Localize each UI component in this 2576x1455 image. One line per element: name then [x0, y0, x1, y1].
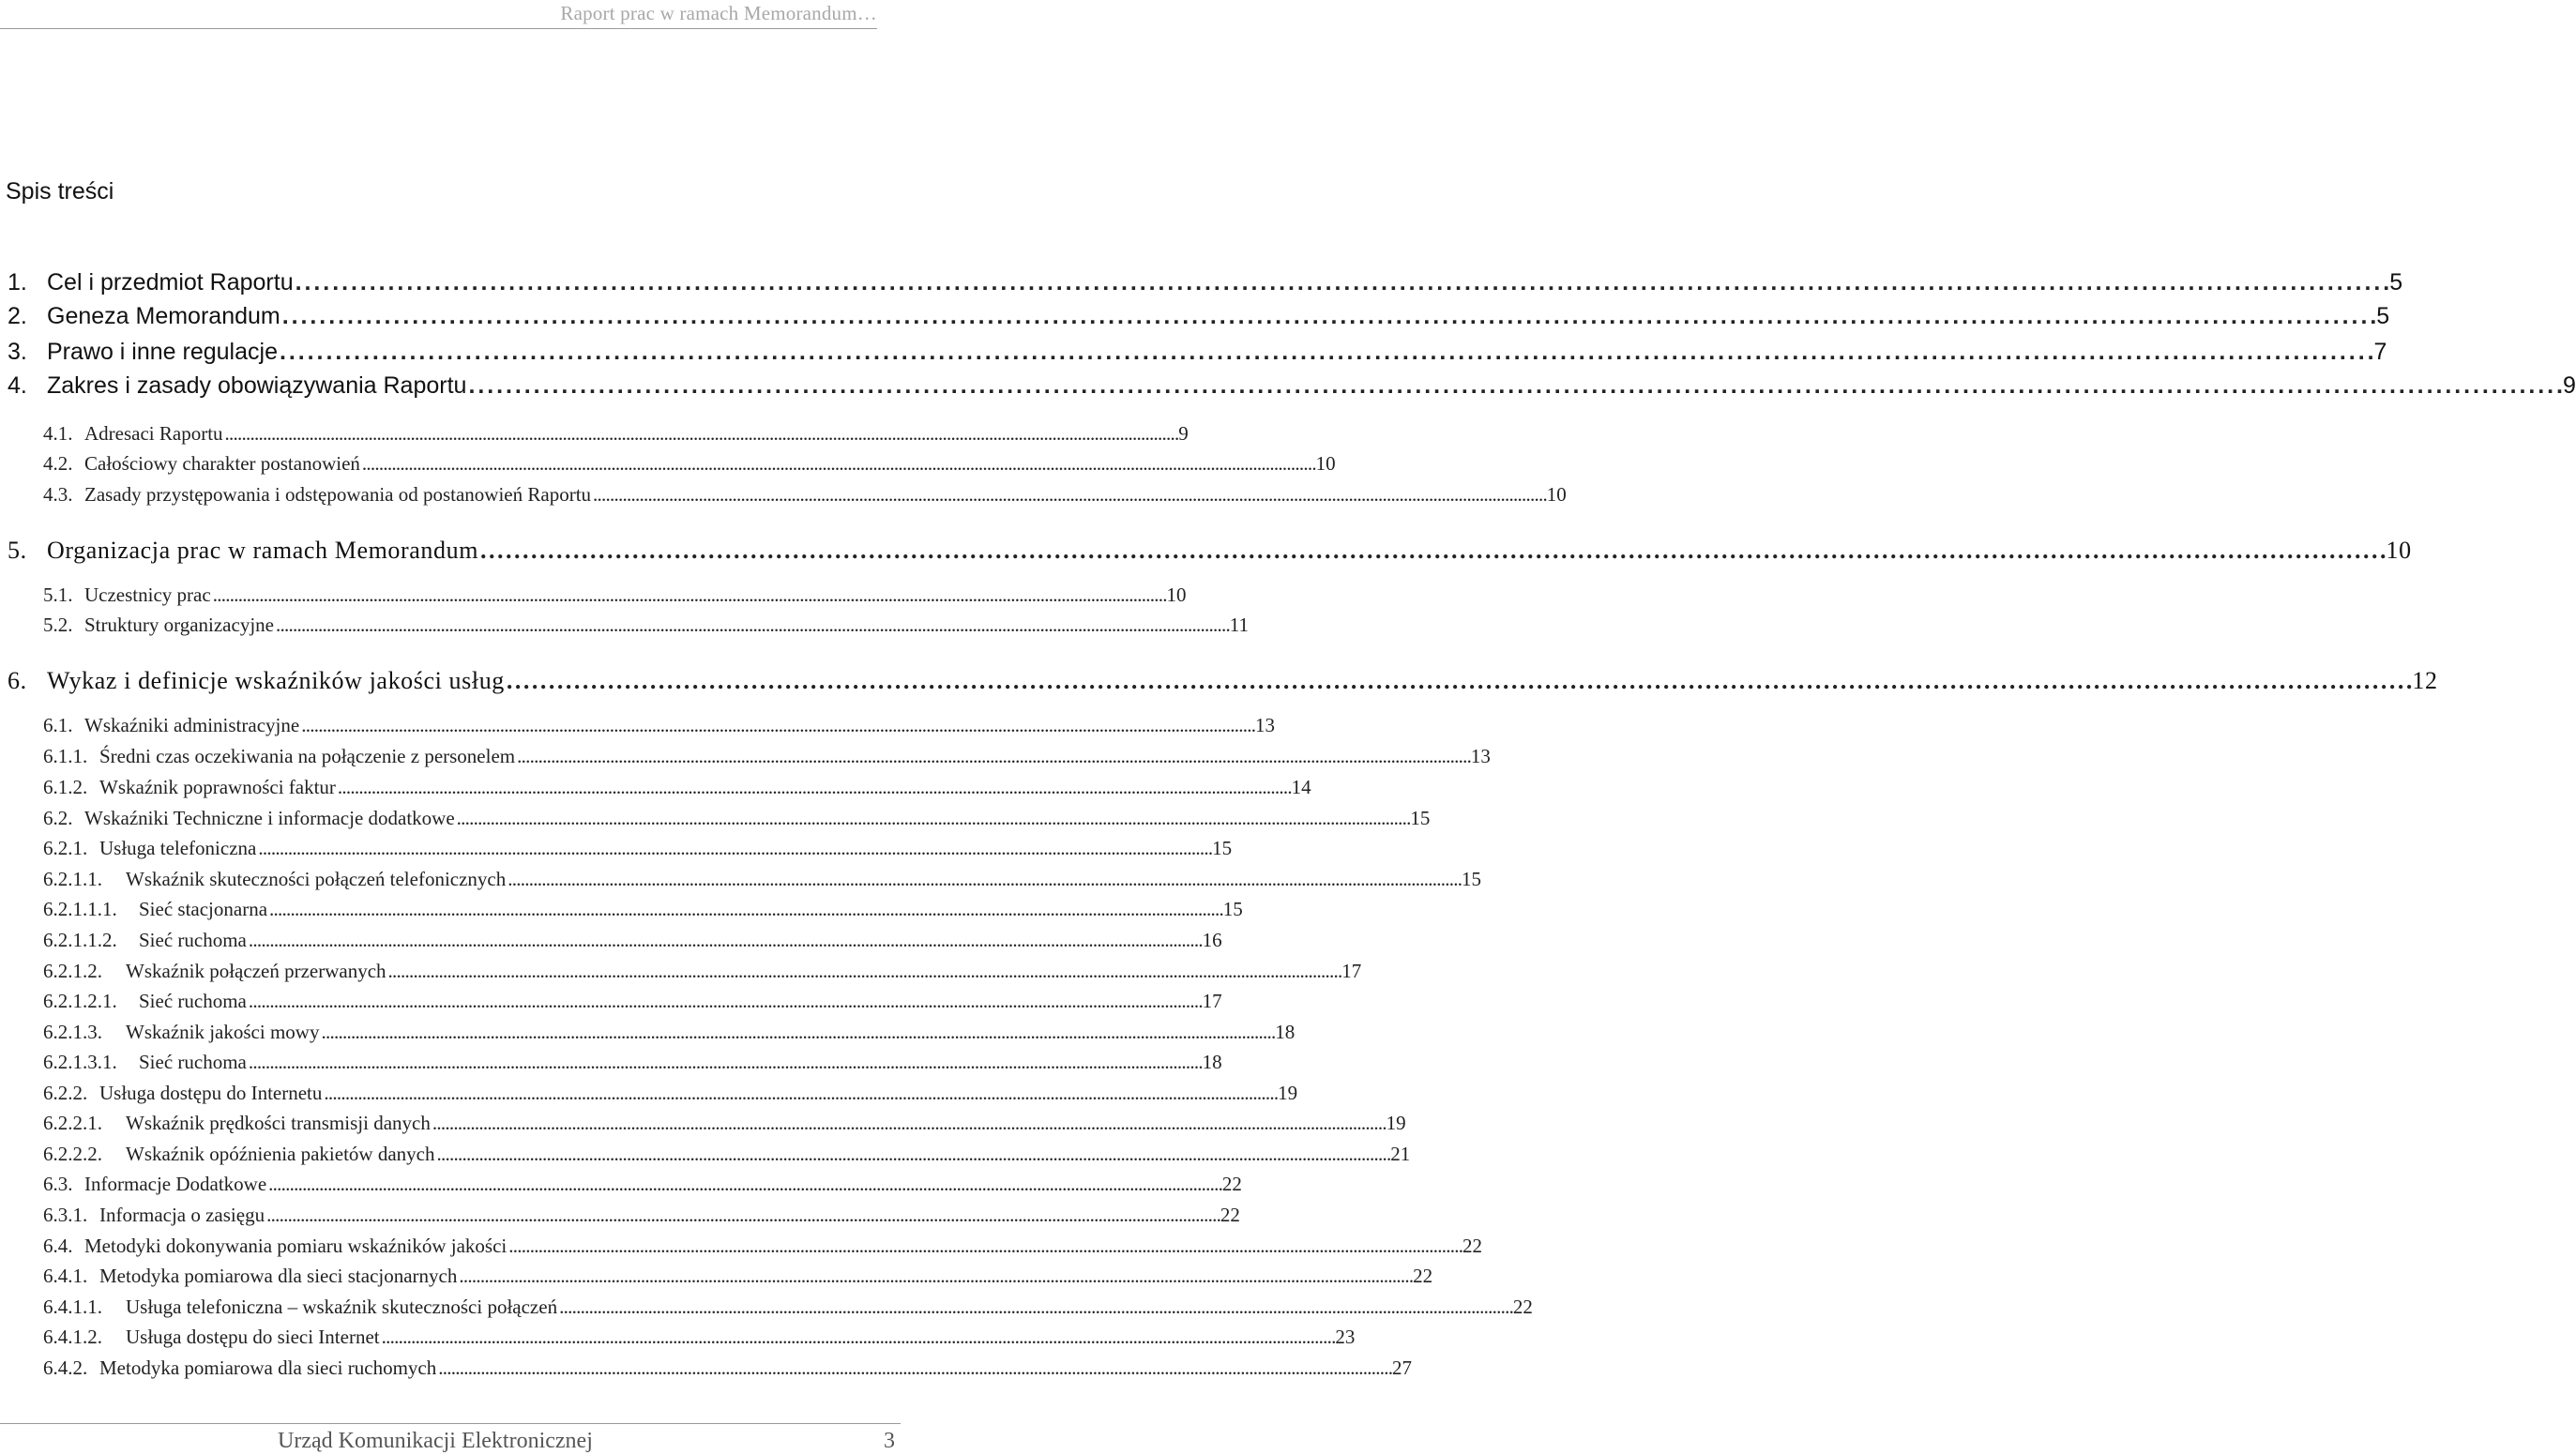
toc-entry-page: 10 — [1546, 483, 1567, 506]
toc-entry[interactable] — [43, 1021, 1296, 1043]
toc-entry-page: 9 — [2563, 372, 2576, 399]
toc-entry-number: 2. — [8, 303, 27, 329]
toc-entry-page: 22 — [1220, 1204, 1240, 1226]
toc-dot-leader — [258, 839, 1210, 858]
toc-entry-number: 6.1. — [43, 714, 73, 736]
toc-dot-leader — [295, 271, 2388, 295]
toc-entry[interactable] — [43, 1356, 1412, 1379]
toc-entry-title: Prawo i inne regulacje — [47, 339, 278, 365]
toc-entry[interactable] — [43, 1173, 1242, 1195]
toc-entry-page: 14 — [1291, 776, 1311, 798]
toc-entry-number: 6.2.2. — [43, 1082, 88, 1104]
toc-entry-number: 4.3. — [43, 483, 73, 506]
toc-entry-title: Wskaźnik skuteczności połączeń telefonicznych — [126, 868, 507, 890]
toc-entry-number: 6.3. — [43, 1173, 73, 1195]
toc-dot-leader — [324, 1084, 1276, 1103]
toc-entry-number: 3. — [8, 339, 27, 365]
toc-entry-title: Organizacja prac w ramach Memorandum — [47, 537, 479, 564]
toc-dot-leader — [321, 1023, 1273, 1042]
toc-dot-leader — [593, 485, 1545, 505]
toc-dot-leader — [457, 809, 1409, 828]
toc-entry-number: 6.2.2.1. — [43, 1112, 102, 1134]
toc-entry-number: 6.4. — [43, 1235, 73, 1257]
toc-entry-number: 6.2.2.2. — [43, 1143, 102, 1165]
toc-dot-leader — [559, 1297, 1511, 1317]
toc-entry-number: 4.1. — [43, 422, 73, 445]
toc-dot-leader — [507, 669, 2411, 693]
toc-entry-title: Wskaźnik opóźnienia pakietów danych — [126, 1143, 435, 1165]
toc-entry[interactable] — [8, 339, 2387, 365]
toc-entry-number: 6.2. — [43, 807, 73, 829]
toc-entry-title: Usługa dostępu do sieci Internet — [126, 1326, 380, 1348]
toc-entry-title: Usługa dostępu do Internetu — [99, 1082, 323, 1104]
toc-entry-title: Metodyka pomiarowa dla sieci stacjonarnych — [99, 1265, 458, 1287]
toc-entry[interactable] — [43, 584, 1187, 606]
toc-dot-leader — [517, 747, 1469, 766]
toc-dot-leader — [362, 454, 1314, 474]
toc-entry[interactable] — [43, 1112, 1406, 1134]
footer-page-number: 3 — [884, 1429, 895, 1453]
toc-dot-leader — [266, 1205, 1219, 1225]
toc-entry[interactable] — [43, 714, 1275, 736]
toc-entry-page: 11 — [1229, 614, 1249, 636]
toc-entry-title: Sieć ruchoma — [139, 990, 247, 1012]
toc-entry-number: 4.2. — [43, 452, 73, 475]
toc-entry-page: 15 — [1410, 807, 1431, 829]
toc-entry-title: Cel i przedmiot Raportu — [47, 269, 294, 296]
toc-dot-leader — [213, 585, 1165, 605]
toc-entry-number: 6. — [8, 667, 27, 694]
toc-entry-title: Geneza Memorandum — [47, 303, 280, 329]
toc-entry[interactable] — [43, 868, 1481, 890]
toc-entry-page: 15 — [1461, 868, 1481, 890]
toc-dot-leader — [249, 992, 1201, 1011]
toc-entry[interactable] — [43, 1326, 1356, 1348]
toc-dot-leader — [436, 1144, 1388, 1164]
toc-entry-title: Metodyki dokonywania pomiaru wskaźników jakości — [84, 1235, 508, 1257]
toc-entry-title: Metodyka pomiarowa dla sieci ruchomych — [99, 1356, 437, 1379]
toc-entry[interactable] — [43, 990, 1222, 1012]
toc-entry-page: 22 — [1413, 1265, 1433, 1287]
toc-entry-page: 15 — [1212, 837, 1233, 859]
toc-entry-page: 12 — [2412, 667, 2438, 694]
toc-dot-leader — [269, 900, 1221, 919]
toc-entry-number: 6.2.1.1.1. — [43, 898, 117, 920]
toc-dot-leader — [388, 962, 1341, 981]
toc-entry-page: 10 — [2386, 537, 2412, 564]
toc-dot-leader — [480, 538, 2385, 563]
toc-entry-number: 6.2.1.2.1. — [43, 990, 117, 1012]
toc-entry-page: 5 — [2376, 303, 2390, 329]
toc-entry-title: Średni czas oczekiwania na połączenie z personelem — [99, 745, 516, 767]
toc-heading: Spis treści — [6, 178, 114, 205]
toc-entry[interactable] — [8, 303, 2390, 329]
toc-entry-number: 6.4.1.1. — [43, 1296, 102, 1318]
toc-entry[interactable] — [8, 372, 2576, 399]
toc-dot-leader — [459, 1266, 1411, 1286]
toc-entry[interactable] — [43, 837, 1233, 859]
toc-entry[interactable] — [43, 483, 1567, 506]
toc-entry-title: Sieć ruchoma — [139, 929, 247, 951]
toc-entry-page: 5 — [2389, 269, 2403, 296]
toc-entry-number: 6.2.1.1.2. — [43, 929, 117, 951]
toc-entry[interactable] — [43, 422, 1189, 445]
toc-entry[interactable] — [43, 452, 1336, 475]
toc-dot-leader — [338, 778, 1290, 797]
running-header-title: Raport prac w ramach Memorandum… — [560, 2, 877, 24]
toc-entry[interactable] — [43, 1143, 1411, 1165]
toc-entry-title: Całościowy charakter postanowień — [84, 452, 360, 475]
toc-dot-leader — [468, 374, 2561, 398]
toc-entry-title: Wykaz i definicje wskaźników jakości usług — [47, 667, 505, 694]
toc-entry-number: 6.2.1. — [43, 837, 88, 859]
toc-entry-title: Zakres i zasady obowiązywania Raportu — [47, 372, 467, 399]
toc-entry-page: 7 — [2373, 339, 2387, 365]
toc-entry[interactable] — [43, 1051, 1222, 1073]
toc-entry-title: Sieć ruchoma — [139, 1051, 247, 1073]
toc-entry-title: Informacje Dodatkowe — [84, 1173, 267, 1195]
toc-entry-number: 6.1.1. — [43, 745, 88, 767]
toc-entry-number: 6.1.2. — [43, 776, 88, 798]
toc-entry-number: 6.2.1.3.1. — [43, 1051, 117, 1073]
toc-dot-leader — [382, 1327, 1334, 1347]
toc-entry-page: 16 — [1202, 929, 1222, 951]
toc-entry-page: 17 — [1341, 960, 1362, 982]
toc-dot-leader — [301, 716, 1253, 735]
toc-entry-page: 19 — [1386, 1112, 1406, 1134]
toc-entry[interactable] — [43, 614, 1249, 636]
toc-entry-page: 10 — [1166, 584, 1187, 606]
toc-entry[interactable] — [43, 1082, 1298, 1104]
toc-entry-page: 22 — [1462, 1235, 1482, 1257]
toc-entry-number: 6.3.1. — [43, 1204, 88, 1226]
toc-entry-number: 6.4.1.2. — [43, 1326, 102, 1348]
toc-dot-leader — [249, 931, 1201, 950]
toc-entry-title: Usługa telefoniczna – wskaźnik skuteczności połączeń — [126, 1296, 558, 1318]
toc-entry-title: Usługa telefoniczna — [99, 837, 257, 859]
toc-dot-leader — [225, 424, 1177, 444]
toc-entry-title: Sieć stacjonarna — [139, 898, 268, 920]
toc-entry-number: 6.2.1.2. — [43, 960, 102, 982]
toc-entry-title: Wskaźnik poprawności faktur — [99, 776, 336, 798]
toc-dot-leader — [432, 1114, 1385, 1133]
toc-entry[interactable] — [43, 1235, 1482, 1257]
toc-entry-title: Wskaźnik prędkości transmisji danych — [126, 1112, 431, 1134]
running-footer — [0, 1423, 901, 1455]
footer-organization: Urząd Komunikacji Elektronicznej — [278, 1429, 593, 1453]
toc-entry[interactable] — [43, 929, 1222, 951]
toc-entry-number: 5.1. — [43, 584, 73, 606]
toc-entry-title: Zasady przystępowania i odstępowania od postanowień Raportu — [84, 483, 592, 506]
toc-dot-leader — [508, 870, 1460, 889]
toc-entry-page: 13 — [1470, 745, 1491, 767]
toc-entry-page: 22 — [1221, 1173, 1242, 1195]
toc-entry-page: 17 — [1202, 990, 1222, 1012]
toc-entry-title: Struktury organizacyjne — [84, 614, 274, 636]
toc-entry[interactable] — [43, 745, 1491, 767]
toc-entry[interactable] — [43, 1265, 1433, 1287]
toc-dot-leader — [438, 1358, 1390, 1378]
toc-entry[interactable] — [43, 807, 1431, 829]
toc-entry-number: 5.2. — [43, 614, 73, 636]
toc-entry-page: 18 — [1275, 1021, 1296, 1043]
toc-entry-number: 6.4.2. — [43, 1356, 88, 1379]
toc-entry-page: 10 — [1315, 452, 1336, 475]
toc-entry-number: 5. — [8, 537, 27, 564]
toc-entry-title: Wskaźnik połączeń przerwanych — [126, 960, 386, 982]
toc-entry[interactable] — [43, 960, 1362, 982]
toc-entry-number: 1. — [8, 269, 27, 296]
toc-entry-page: 19 — [1278, 1082, 1298, 1104]
toc-entry[interactable] — [43, 1204, 1240, 1226]
toc-entry[interactable] — [43, 776, 1311, 798]
toc-entry-title: Wskaźniki Techniczne i informacje dodatkowe — [84, 807, 455, 829]
toc-entry-page: 18 — [1202, 1051, 1222, 1073]
toc-entry-page: 27 — [1391, 1356, 1412, 1379]
toc-entry[interactable] — [43, 898, 1243, 920]
toc-entry-title: Informacja o zasięgu — [99, 1204, 265, 1226]
toc-entry-number: 6.2.1.1. — [43, 868, 102, 890]
toc-dot-leader — [268, 1175, 1220, 1194]
toc-entry-title: Wskaźniki administracyjne — [84, 714, 300, 736]
toc-entry-number: 6.4.1. — [43, 1265, 88, 1287]
toc-dot-leader — [249, 1053, 1201, 1072]
toc-entry-page: 22 — [1512, 1296, 1533, 1318]
toc-entry[interactable] — [8, 269, 2403, 296]
toc-entry-title: Uczestnicy prac — [84, 584, 211, 606]
toc-entry[interactable] — [43, 1296, 1533, 1318]
toc-entry-page: 15 — [1222, 898, 1243, 920]
toc-entry-page: 23 — [1335, 1326, 1356, 1348]
toc-dot-leader — [282, 305, 2375, 328]
toc-entry-page: 13 — [1254, 714, 1275, 736]
toc-dot-leader — [276, 615, 1228, 635]
toc-dot-leader — [508, 1236, 1461, 1256]
toc-entry-title: Wskaźnik jakości mowy — [126, 1021, 320, 1043]
toc-entry-number: 4. — [8, 372, 27, 399]
toc-entry[interactable] — [8, 667, 2438, 694]
toc-entry-number: 6.2.1.3. — [43, 1021, 102, 1043]
toc-entry-page: 21 — [1390, 1143, 1411, 1165]
toc-dot-leader — [280, 341, 2372, 364]
toc-entry-page: 9 — [1178, 422, 1189, 445]
toc-entry-title: Adresaci Raportu — [84, 422, 223, 445]
toc-entry[interactable] — [8, 537, 2412, 564]
